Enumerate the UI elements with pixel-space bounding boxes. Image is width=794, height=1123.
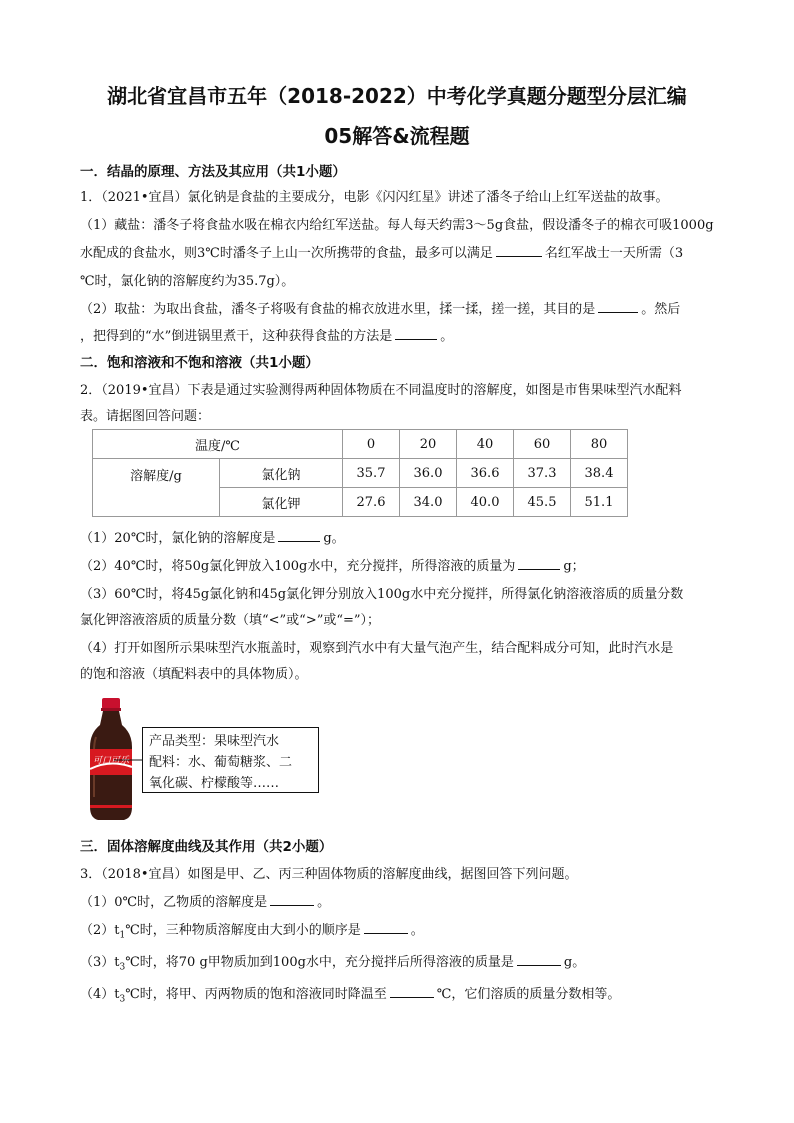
ingredients-label-box	[142, 727, 319, 793]
temp-cell: 0	[343, 430, 400, 459]
substance-name-cell: 氯化钠	[220, 459, 343, 488]
q1-part2-line1: （2）取盐：为取出食盐，潘冬子将吸有食盐的棉衣放进水里，揉一揉，搓一搓，其目的是 。然后	[80, 302, 681, 317]
answer-blank[interactable]	[278, 530, 320, 542]
temp-cell: 20	[400, 430, 457, 459]
q1-part1-line1: （1）藏盐：潘冬子将食盐水吸在棉衣内给红军送盐。每人每天约需3～5g食盐，假设潘冬子的棉衣可吸1000g	[80, 218, 714, 233]
value-cell: 51.1	[571, 488, 628, 517]
q1-part2-line2: ，把得到的“水”倒进锅里煮干，这种获得食盐的方法是 。	[80, 329, 454, 344]
answer-blank[interactable]	[517, 954, 561, 966]
q2-intro-line2: 表。请据图回答问题：	[80, 409, 211, 424]
label-line: 产品类型：果味型汽水	[149, 734, 280, 749]
answer-blank[interactable]	[364, 922, 408, 934]
value-cell: 38.4	[571, 459, 628, 488]
value-cell: 36.0	[400, 459, 457, 488]
q3-sub4: $(4)t_3℃$时，将甲、丙两物质的饱和溶液同时降温至 ℃，它们溶质的质量分数相等。	[80, 987, 621, 1005]
table-row	[93, 459, 628, 488]
q3-sub1: （1）0℃时，乙物质的溶解度是 。	[80, 895, 331, 910]
q1-part1-line3: ℃时，氯化钠的溶解度约为35.7g）。	[80, 274, 295, 289]
q2-sub4-line1: （4）打开如图所示果味型汽水瓶盖时，观察到汽水中有大量气泡产生，结合配料成分可知，此时汽水是	[80, 641, 674, 656]
q2-sub2: （2）40℃时，将50g氯化钾放入100g水中，充分搅拌，所得溶液的质量为 g；	[80, 559, 585, 574]
answer-blank[interactable]	[496, 245, 542, 257]
q3-sub2: $(2)t_1℃$时，三种物质溶解度由大到小的顺序是 。	[80, 923, 424, 941]
label-line: 配料：水、葡萄糖浆、二	[149, 755, 293, 770]
value-cell: 36.6	[457, 459, 514, 488]
answer-blank[interactable]	[390, 986, 434, 998]
q2-sub1: （1）20℃时，氯化钠的溶解度是 g。	[80, 531, 345, 546]
q2-intro-line1: 2．（2019•宜昌）下表是通过实验测得两种固体物质在不同温度时的溶解度，如图是市售果味型汽水配料	[80, 383, 682, 398]
bottle-brand-text: 可口可乐	[92, 756, 130, 766]
q2-sub3-line2: 氯化钾溶液溶质的质量分数（填“<”或“>”或“=”）；	[80, 613, 381, 628]
value-cell: 27.6	[343, 488, 400, 517]
q1-part1-line2: 水配成的食盐水，则3℃时潘冬子上山一次所携带的食盐，最多可以满足 名红军战士一天所需（3	[80, 246, 684, 261]
table-row	[93, 430, 628, 459]
document-title: 湖北省宜昌市五年（2018-2022）中考化学真题分题型分层汇编	[107, 84, 687, 108]
connector-line	[114, 745, 144, 775]
solubility-table	[92, 429, 628, 517]
value-cell: 34.0	[400, 488, 457, 517]
section-1-heading: 一．结晶的原理、方法及其应用（共1小题）	[80, 164, 346, 180]
answer-blank[interactable]	[270, 894, 314, 906]
solubility-label-cell: 溶解度/g	[93, 459, 220, 517]
value-cell: 45.5	[514, 488, 571, 517]
label-line: 氧化碳、柠檬酸等……	[149, 776, 280, 791]
q2-sub4-line2: 的饱和溶液（填配料表中的具体物质）。	[80, 667, 308, 682]
q1-intro: 1．（2021•宜昌）氯化钠是食盐的主要成分，电影《闪闪红星》讲述了潘冬子给山上红军送盐的故事。	[80, 190, 669, 205]
substance-name-cell: 氯化钾	[220, 488, 343, 517]
temp-cell: 40	[457, 430, 514, 459]
value-cell: 35.7	[343, 459, 400, 488]
value-cell: 40.0	[457, 488, 514, 517]
temp-cell: 80	[571, 430, 628, 459]
temp-header-cell: 温度/℃	[93, 430, 343, 459]
q3-sub3: $(3)t_3℃$时，将70 g甲物质加到100g水中，充分搅拌后所得溶液的质量是 g。	[80, 955, 586, 973]
q3-intro: 3．（2018•宜昌）如图是甲、乙、丙三种固体物质的溶解度曲线，据图回答下列问题。	[80, 867, 578, 882]
document-subtitle: 05解答&流程题	[324, 124, 470, 148]
soda-figure	[80, 697, 330, 822]
answer-blank[interactable]	[598, 301, 638, 313]
answer-blank[interactable]	[518, 558, 560, 570]
temp-cell: 60	[514, 430, 571, 459]
section-2-heading: 二．饱和溶液和不饱和溶液（共1小题）	[80, 355, 319, 371]
value-cell: 37.3	[514, 459, 571, 488]
q2-sub3-line1: （3）60℃时，将45g氯化钠和45g氯化钾分别放入100g水中充分搅拌，所得氯化钠溶液溶质的质量分数	[80, 587, 684, 602]
answer-blank[interactable]	[395, 328, 437, 340]
section-3-heading: 三．固体溶解度曲线及其作用（共2小题）	[80, 839, 333, 855]
